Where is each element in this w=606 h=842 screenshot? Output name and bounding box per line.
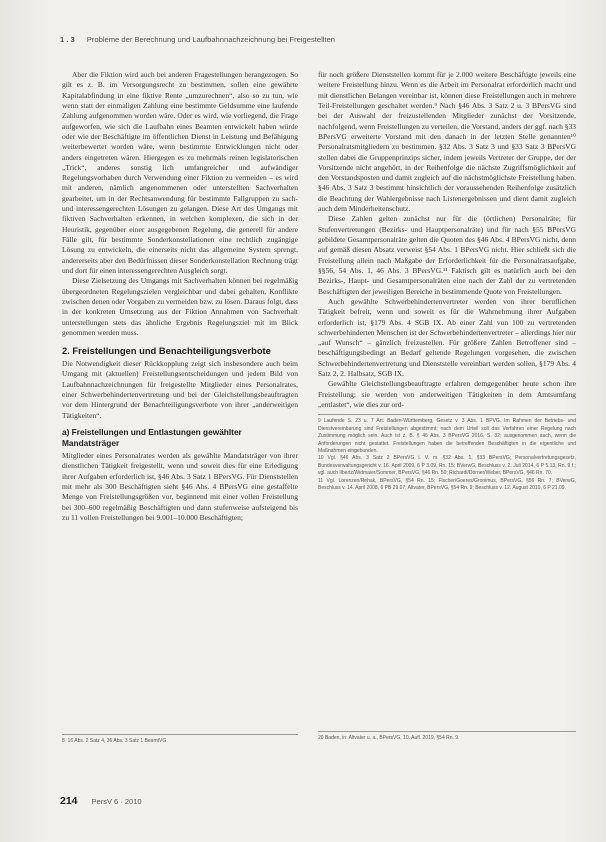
subsection-heading: a) Freistellungen und Entlastungen gewählter Mandatsträger — [62, 427, 242, 448]
body-paragraph: Diese Zahlen gelten zunächst nur für die (örtlichen) Personalräte; für Stufenvertretungen (Bezirks- und Hauptpersonalräte) und für nach §55 BPersVG gebildete Gesamtpersonalräte gelten die Quoten des §46 Abs. 4 BPersVG nicht, denn auf gemäß diesen Absatz verweist §54 Abs. 1 BPersVG nicht. Hier schließt sich die Freistellung allein nach Maßgabe der Erforderlichkeit für die Personalratsaufgabe, §§56, 54 Abs. 1, 46 Abs. 3 BPersVG.¹¹ Faktisch gilt es natürlich auch bei den Bezirks-, Haupt- und Gesamtpersonalräten eine nach der Zahl der zu vertretenden Beschäftigten der jeweiligen Bereiche in bestimmende Quote von Freistellungen. — [318, 214, 576, 296]
body-paragraph: Diese Zielsetzung des Umgangs mit Sachverhalten können bei regelmäßig übergeordneten Regelungszielen vergleichbar und dabei gehalten, Konflikte zwischen denen oder Vorgaben zu vermeiden bzw. zu lösen. Daraus folgt, dass in der konkreten Umsetzung aus der Fiktion Annahmen von Sachverhalt unterstellungen stets das ähnliche Ergebnis Regelungsziel mit im Blick genommen werden muss. — [62, 276, 298, 337]
body-paragraph: Auch gewählte Schwerbehindertenvertreter werden von ihrer beruflichen Tätigkeit befreit, wenn und soweit es für die Wahrnehmung ihrer Aufgaben erforderlich ist, §179 Abs. 4 SGB IX. Ab einer Zahl von 100 zu vertretenden schwerbehinderten Menschen ist der Schwerbehindertenvertreter – allerdings hier nur „auf Wunsch“ – gänzlich freizustellen. Für größere Zahlen Betroffener sind – beschäftigungsbedingt an Bedarf geltende Regelungen vorgesehen, die zwischen Schwerbehindertenvertretung und Dienststelle vereinbart werden sollen, §179 Abs. 4 Satz 2, 2. Halbsatz, SGB IX. — [318, 296, 576, 379]
right-column — [318, 70, 576, 492]
footnote: 9 Laufende S. 23 u. 7 Art. Baden-Württemberg, Gesetz v. 3 Abs. 1 BPVG. Im Rahmen der Betriebs- und Dienstvereinbarung sind Freistellungen abgestimmt; nach dem Urteil soll das Verfahren einer Regelung nach Zustimmung möglich sein. Auch ist z. B. § 46 Abs. 3 BPersVG 2016, S. 32; ausgenommen auch, wenn die Anforderungen nicht gestattet. Freistellungen haben die betreffenden Beschäftigten in die eigentliche und Maßnahmen eingebunden. — [318, 418, 576, 454]
footnote: 8 16 Abs. 2 Satz 4, 36 Abs. 3 Satz 1 BeamtVG. — [62, 738, 168, 744]
footnote: 11 Vgl. Lorenzen/Rehak, BPersVG, §54 Rn. 15; Fischer/Goeres/Gronimus, BPersVG, §56 Rn. 7; BVerwG, Beschluss v. 14. April 2008, 6 PB 29.07; Altvater, BPersVG, §54 Rn. 9; Beschluss v. 12. August 2010, 6 P 21.09. — [318, 477, 576, 491]
right-bottom-footnote — [318, 727, 576, 742]
footnote-divider — [318, 414, 576, 415]
left-footnotes — [62, 730, 298, 745]
footnote: 10 Vgl. §46 Abs. 3 Satz 2 BPersVG i. V. m. §32 Abs. 1, §33 BPersVG; Personalvertretungsgesetz, Bundesverwaltungsgericht v. 16. April 2009, 6 P 3.09, Rn. 15; BVerwG, Beschluss v. 2. Juli 2014, 6 P 5.13, Rn. 9 f.; vgl. auch Ilbertz/Widmaier/Sommer, BPersVG, §46 Rn. 50; Richardi/Dörner/Weber, BPersVG, §46 Rn. 70. — [318, 455, 576, 477]
running-head — [60, 35, 580, 44]
journal-issue: PersV 6 · 2010 — [91, 797, 142, 806]
page-footer — [60, 791, 460, 809]
body-paragraph: Die Notwendigkeit dieser Rückkopplung zeigt sich insbesondere auch beim Umgang mit (aktuellen) Freistellungsentscheidungen und jedem Bild von Laufbahnnachzeichnungen für freigestellte Mitglieder eines Personalrates, einer Schwerbehindertenvertretung und bei der Gleichstellungsbeauftragten vor dem Hintergrund der Benachteiligungsverbote von ihrer „anderweitigen Tätigkeiten“. — [62, 359, 298, 420]
left-column — [62, 70, 298, 523]
footnote: 20 Baden, in: Altvater u. a., BPersVG, 10. Aufl. 2019, §54 Rn. 9. — [318, 735, 460, 741]
running-head-title: Probleme der Berechnung und Laufbahnnachzeichnung bei Freigestellten — [86, 35, 336, 44]
body-paragraph: Mitglieder eines Personalrates werden als gewählte Mandatsträger von ihrer dienstlichen Tätigkeit freigestellt, wenn und soweit dies für eine Erledigung ihrer Aufgaben erforderlich ist, §46 Abs. 3 Satz 1 BPersVG. Für Dienststellen mit mehr als 300 Beschäftigten sieht §46 Abs. 4 BPersVG eine gestaffelte Menge von Freistellungsgrößen vor, beginnend mit einer vollen Freistellung bei 300–600 regelmäßig Beschäftigten und dann stufenweise aufsteigend bis zu 11 vollen Freistellungen bei 9.001–10.000 Beschäftigten; — [62, 451, 298, 522]
page-number: 214 — [60, 795, 78, 807]
footnote-divider — [318, 731, 576, 732]
body-paragraph: Aber die Fiktion wird auch bei anderen Fragestellungen herangezogen. So gilt es z. B. im Versorgungsrecht zu bestimmen, sollen eine gewährte Kapitalabfindung in eine fiktive Rente „umzurechnen“, also so zu tun, wie wenn statt der einmaligen Zahlung eine bestimmte Geldsumme eine laufende Zahlung aufgenommen worden wäre. Oder es wird, wie vorliegend, die Frage aufgeworfen, wie sich die Laufbahn eines Beamten entwickelt haben würde oder wie der Beschäftigte im öffentlichen Dienst in Leistung und Befähigung weiterbewertet worden wäre, wenn bestimmte Entwicklungen nicht oder anders eingetreten wären. Hiergegen es zu mehrmals reinen legislatorischen „Trick“, anderes sonstig lich umfangreicher und aufwändiger Regelungsvorhaben durch Verwendung einer Fiktion zu vermeiden – es wird mit anderen, nämlich angenommenen oder unterstellten Sachverhalten gearbeitet, um in der Rechtsanwendung für bestimmte Fallgruppen zu sach- und interessengerechten Lösungen zu gelangen. Diese Art des Umgangs mit fiktiven Sachverhalten erkennen, in welchen komplexen, die sich in der Heuristik, gegenüber einer ausgegebenen Regelung, die generell für andere Fälle gilt, für bestimmte Sonderkonstellationen eine rechtlich zugängige Lösung zu entwickeln, die einerseits nicht das allgemeine System sprengt, andererseits aber den Bedürfnissen dieser Sonderkonstellation Rechnung trägt und dort für einen interessengerechten Ausgleich sorgt. — [62, 70, 298, 275]
section-number: 1 . 3 — [60, 35, 75, 44]
footnote-divider — [62, 734, 298, 735]
body-paragraph: Gewählte Gleichstellungsbeauftragte erfahren demgegenüber heute schon ihre Freistellung; sie werden von anderweitigen Tätigkeiten in dem Amtsumfang „entlastet“, wie dies zur ord- — [318, 379, 576, 409]
section-heading: 2. Freistellungen und Benachteiligungsverbote — [62, 345, 271, 357]
body-paragraph: für noch größere Dienststellen kommt für je 2.000 weitere Beschäftigte jeweils eine weitere Freistellung hinzu. Wenn es die Arbeit im Personalrat erforderlich macht und mit dienstlichen Belangen vereinbar ist, können diese Freistellungen auch in mehrere Teil-Freistellungen geschaltet werden.⁹ Nach §46 Abs. 3 Satz 2 u. 3 BPersVG sind bei der Auswahl der freizustellenden Mitglieder zunächst der Vorsitzende, nachfolgend, wenn Freistellungen zu verteilen, die Vorstand, anders der ggf. nach §33 BPersVG erweiterte Vorstand mit den danach in der letzten Stelle genannten¹⁰ Personalratsmitgliedern zu bestimmen. §32 Abs. 3 Satz 3 und §33 Satz 3 BPersVG stellen dabei die Gruppenprinzips sicher, indem jeweils Vertreter der Gruppe, der der Vorsitzende nicht angehört, in der Reihenfolge die nächste Zugriffsmöglichkeit auf den Vorstandsposten und damit zugleich auf die nächstmöglichste Freistellung haben. §46 Abs. 3 Satz 3 bestimmt hinsichtlich der voraussehenden Reihenfolge zusätzlich die Beachtung der Wahlergebnisse nach Listenergebnissen und dient damit zugleich auch dem Minderheitenschutz. — [318, 70, 576, 214]
